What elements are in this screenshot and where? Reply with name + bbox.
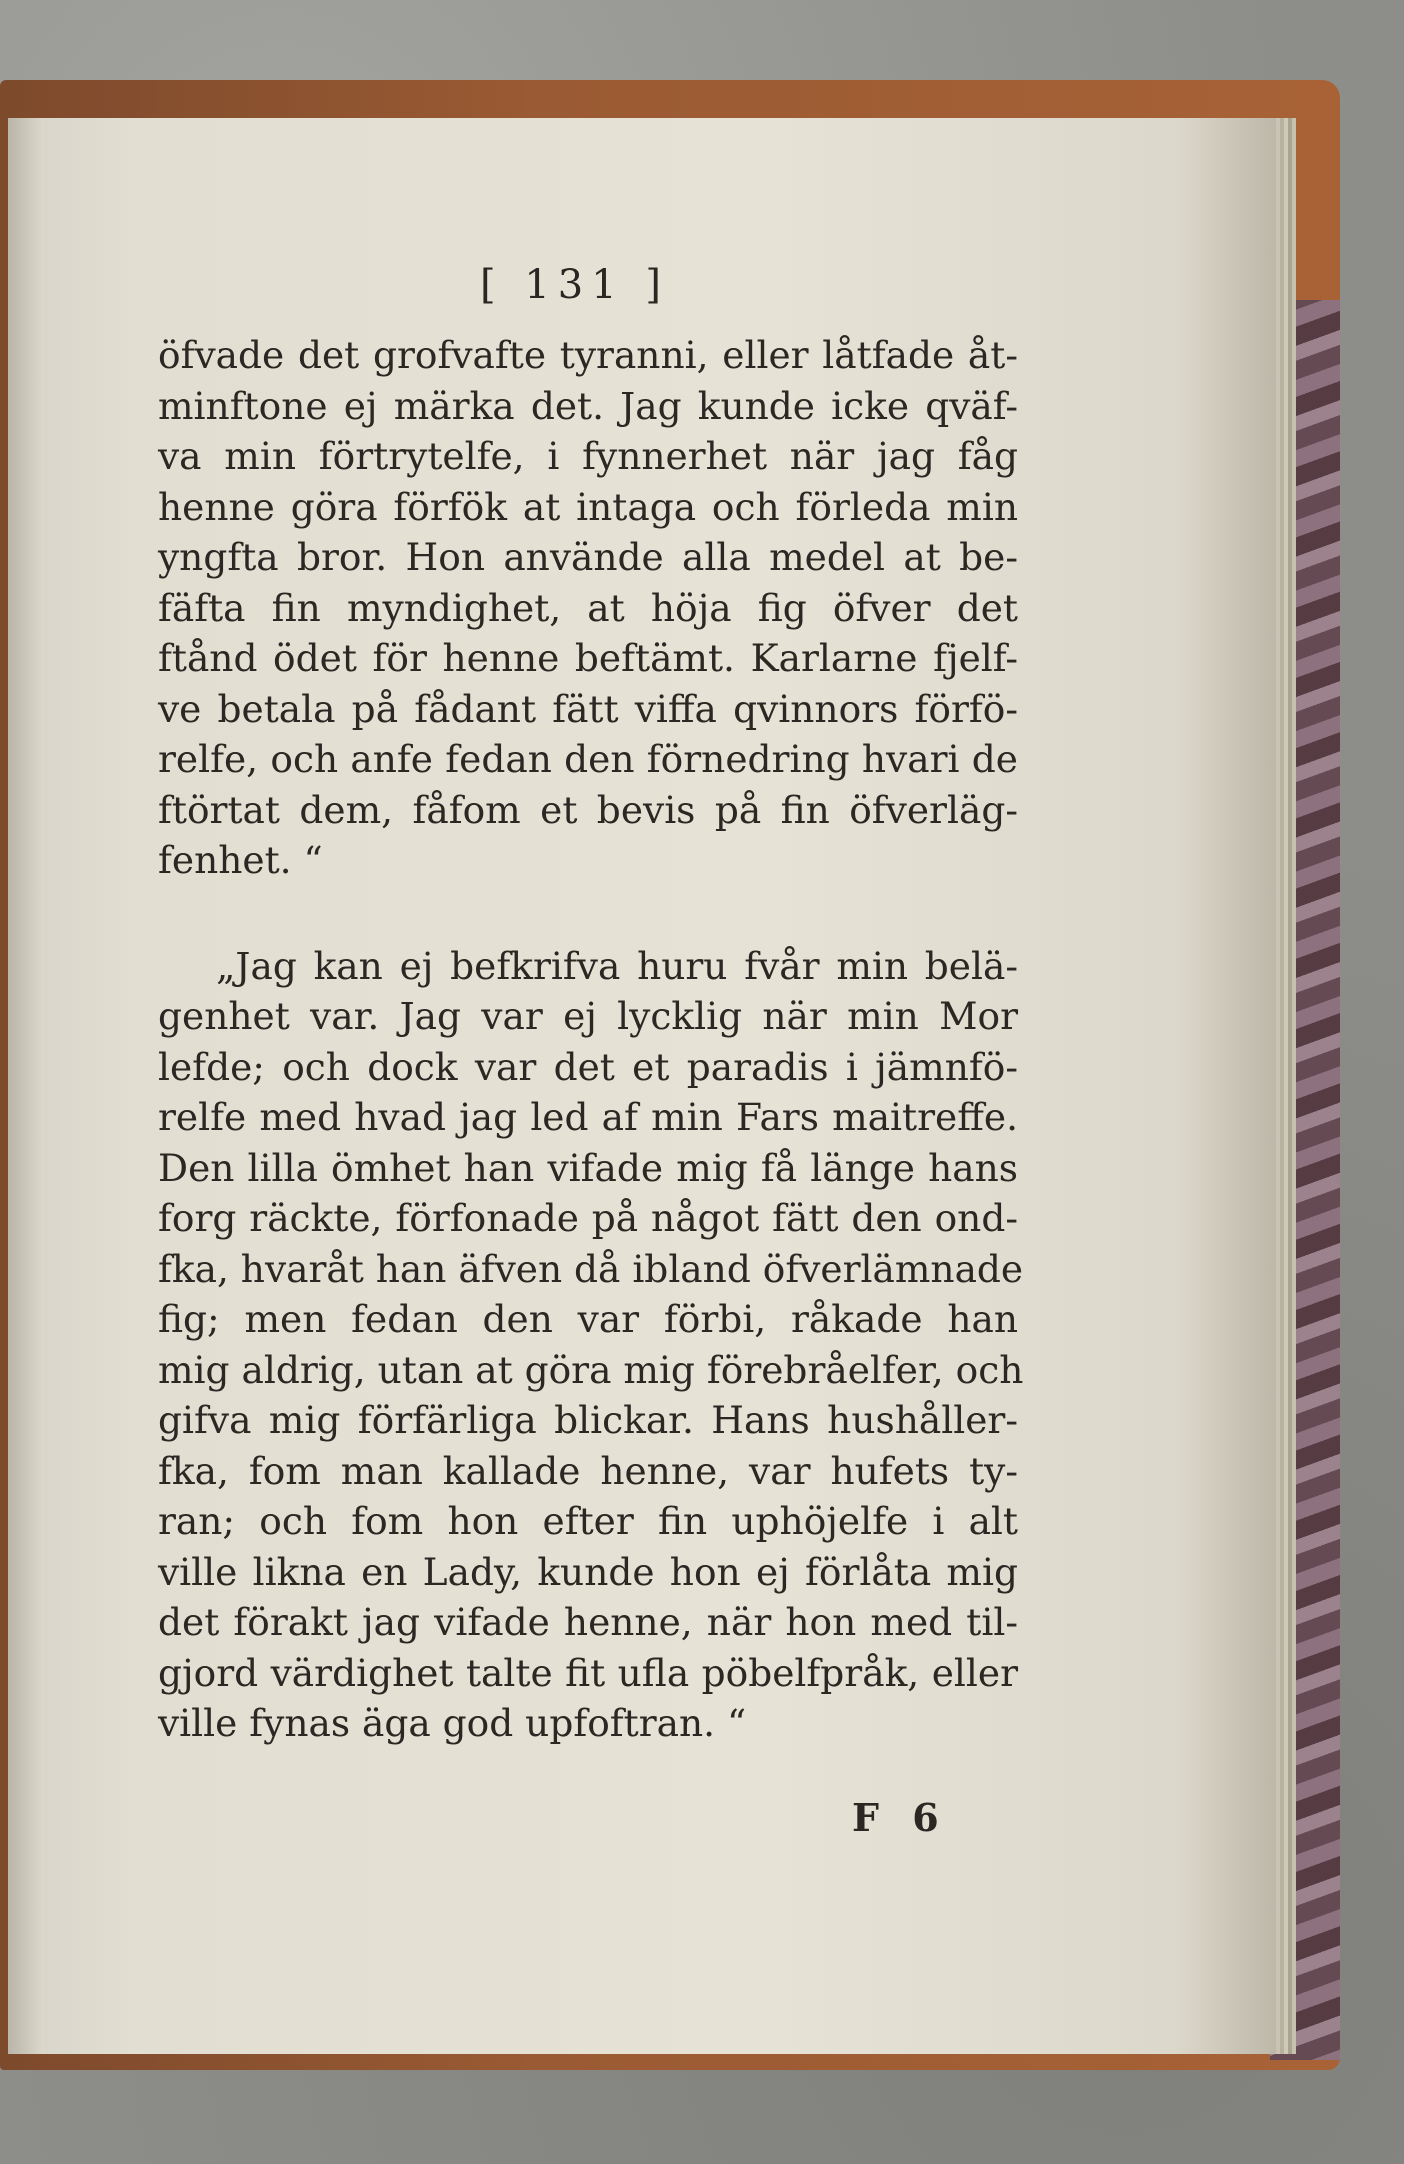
- text-line: ftånd ödet för henne beftämt. Karlarne fjelf-: [158, 636, 1018, 680]
- paragraph-1: [158, 330, 1018, 886]
- page-gutter: [8, 118, 44, 2054]
- text-line: yngfta bror. Hon använde alla medel at be-: [158, 535, 1018, 579]
- text-line: fka, fom man kallade henne, var hufets ty-: [158, 1448, 1018, 1493]
- text-line: fäfta fin myndighet, at höja fig öfver det: [158, 585, 1018, 630]
- text-line: ve betala på fådant fätt viffa qvinnors förfö-: [158, 686, 1018, 731]
- text-line: fka, hvaråt han äfven då ibland öfverlämnade: [158, 1246, 1024, 1291]
- text-line: ville fynas äga god upfoftran. “: [158, 1701, 747, 1745]
- marbled-board: [1270, 300, 1340, 2060]
- text-line: gifva mig förfärliga blickar. Hans hushåller-: [158, 1398, 1018, 1442]
- text-line: ftörtat dem, fåfom et bevis på fin öfverläg-: [158, 787, 1018, 832]
- text-line: lefde; och dock var det et paradis i jämnfö-: [158, 1044, 1018, 1089]
- signature-mark: F 6: [852, 1795, 949, 1840]
- paragraph-2: [158, 941, 1024, 1749]
- text-line: fig; men fedan den var förbi, råkade han: [158, 1297, 1018, 1341]
- text-line: det förakt jag vifade henne, när hon med til-: [158, 1600, 1018, 1644]
- text-line: relfe, och anfe fedan den förnedring hvari de: [158, 737, 1018, 781]
- text-line: mig aldrig, utan at göra mig förebråelfer, och: [158, 1347, 1024, 1392]
- page-text: [158, 330, 1024, 1749]
- text-line: relfe med hvad jag led af min Fars maitreffe.: [158, 1095, 1018, 1139]
- page-number-header: [ 131 ]: [480, 262, 669, 308]
- text-line: minftone ej märka det. Jag kunde icke qväf-: [158, 383, 1018, 428]
- text-line: genhet var. Jag var ej lycklig när min Mor: [158, 994, 1018, 1038]
- text-line: henne göra förfök at intaga och förleda min: [158, 484, 1018, 529]
- text-line: öfvade det grofvafte tyranni, eller låtfade åt-: [158, 333, 1018, 377]
- text-line: Den lilla ömhet han vifade mig få länge hans: [158, 1145, 1018, 1190]
- text-line: „Jag kan ej befkrifva huru fvår min belä-: [216, 943, 1018, 988]
- text-line: va min förtrytelfe, i fynnerhet när jag fåg: [158, 434, 1018, 478]
- text-line: gjord värdighet talte fit ufla pöbelfpråk, eller: [158, 1650, 1018, 1695]
- text-line: ville likna en Lady, kunde hon ej förlåta mig: [158, 1549, 1018, 1594]
- text-line: forg räckte, förfonade på något fätt den ond-: [158, 1196, 1018, 1240]
- text-line: ran; och fom hon efter fin uphöjelfe i alt: [158, 1499, 1018, 1543]
- text-line: fenhet. “: [158, 838, 323, 882]
